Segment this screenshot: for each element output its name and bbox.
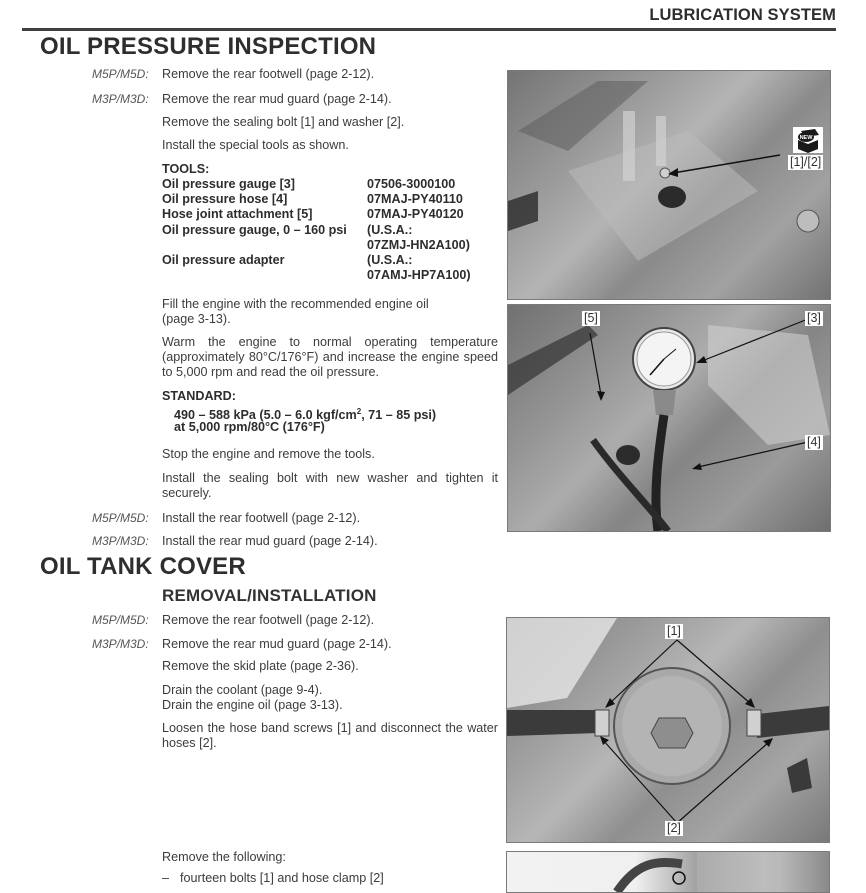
page-title-oil-pressure-inspection: OIL PRESSURE INSPECTION	[40, 33, 377, 60]
tool-part-number	[367, 223, 471, 253]
subsection-title: REMOVAL/INSTALLATION	[162, 586, 377, 605]
tool-name: Oil pressure gauge, 0 – 160 psi	[162, 222, 347, 237]
tool-part-region: (U.S.A.:	[367, 253, 413, 268]
tool-row	[162, 253, 471, 283]
step-text: Install the special tools as shown.	[162, 138, 349, 152]
standard-value-pre: 490 – 588 kPa (5.0 – 6.0 kgf/cm	[174, 408, 357, 423]
tool-row	[162, 207, 471, 222]
tools-table	[162, 177, 502, 283]
new-part-icon	[793, 127, 823, 153]
callout-hose-band-screws: [1]	[667, 624, 681, 638]
tool-part-number-usa: 07AMJ-HP7A100)	[367, 268, 471, 283]
figure-sealing-bolt-photo	[507, 70, 831, 300]
step-text: Install the rear footwell (page 2-12).	[162, 511, 361, 525]
page-title-oil-tank-cover: OIL TANK COVER	[40, 553, 246, 580]
drain-oil-text: Drain the engine oil (page 3-13).	[162, 698, 343, 712]
callout-hose-joint-attachment: [5]	[584, 311, 598, 325]
tools-heading: TOOLS:	[162, 162, 210, 176]
figure-water-hoses-photo	[506, 617, 830, 843]
step-text: Remove the sealing bolt [1] and washer [2].	[162, 115, 405, 129]
photo-detail	[507, 618, 829, 842]
standard-heading: STANDARD:	[162, 389, 236, 403]
tool-row	[162, 223, 471, 253]
new-box-icon	[793, 127, 823, 153]
step-text: Remove the rear mud guard (page 2-14).	[162, 637, 392, 651]
figure-oil-pressure-gauge-photo	[507, 304, 831, 532]
photo-detail	[508, 71, 830, 299]
photo-detail	[507, 852, 829, 892]
tool-part-number-usa: 07ZMJ-HN2A100)	[367, 237, 470, 252]
standard-condition: at 5,000 rpm/80°C (176°F)	[174, 420, 325, 434]
stop-engine-text: Stop the engine and remove the tools.	[162, 447, 375, 461]
tool-name: Oil pressure hose [4]	[162, 192, 288, 207]
loosen-hose-text: Loosen the hose band screws [1] and disconnect the water hoses [2].	[162, 721, 498, 750]
model-label: M5P/M5D:	[92, 511, 149, 525]
callout-water-hoses: [2]	[667, 821, 681, 835]
step-text: Install the rear mud guard (page 2-14).	[162, 534, 378, 548]
skid-plate-text: Remove the skid plate (page 2-36).	[162, 659, 359, 673]
header-rule	[22, 28, 836, 31]
model-label: M3P/M3D:	[92, 637, 149, 651]
tool-name: Hose joint attachment [5]	[162, 207, 313, 222]
tool-part-number: 07MAJ-PY40120	[367, 207, 464, 222]
model-label: M5P/M5D:	[92, 67, 149, 81]
tool-name: Oil pressure gauge [3]	[162, 177, 295, 191]
tool-part-number: 07MAJ-PY40110	[367, 192, 463, 207]
install-bolt-text: Install the sealing bolt with new washer and tighten it securely.	[162, 471, 498, 500]
standard-value-sup: 2	[356, 407, 362, 416]
bullet-dash: –	[162, 871, 170, 885]
tool-part-number	[367, 253, 471, 283]
callout-sealing-bolt-washer: [1]/[2]	[790, 155, 822, 169]
model-label: M3P/M3D:	[92, 92, 149, 106]
tool-name: Oil pressure adapter	[162, 253, 285, 268]
step-text: Remove the rear footwell (page 2-12).	[162, 613, 375, 627]
tool-part-region: (U.S.A.:	[367, 222, 413, 237]
tool-row	[162, 192, 471, 207]
section-header: LUBRICATION SYSTEM	[649, 6, 836, 24]
drain-coolant-text: Drain the coolant (page 9-4).	[162, 683, 323, 697]
tool-part-number: 07506-3000100	[367, 177, 456, 191]
remove-following-text: Remove the following:	[162, 850, 286, 864]
step-text: Remove the rear mud guard (page 2-14).	[162, 92, 392, 106]
callout-oil-pressure-hose: [4]	[807, 435, 821, 449]
tool-row	[162, 177, 471, 192]
bullet-item: fourteen bolts [1] and hose clamp [2]	[180, 871, 384, 885]
step-text: Remove the rear footwell (page 2-12).	[162, 67, 375, 81]
model-label: M5P/M5D:	[92, 613, 149, 627]
new-icon-label: NEW	[799, 135, 813, 141]
figure-oil-tank-cover-photo	[506, 851, 830, 893]
photo-detail	[508, 305, 830, 531]
standard-value-post: , 71 – 85 psi)	[361, 408, 437, 423]
callout-oil-pressure-gauge: [3]	[807, 311, 821, 325]
fill-oil-text: Fill the engine with the recommended engine oil (page 3-13).	[162, 297, 429, 326]
warm-engine-text: Warm the engine to normal operating temperature (approximately 80°C/176°F) and increase the engine speed to 5,000 rpm and read the oil pressure.	[162, 335, 498, 379]
model-label: M3P/M3D:	[92, 534, 149, 548]
